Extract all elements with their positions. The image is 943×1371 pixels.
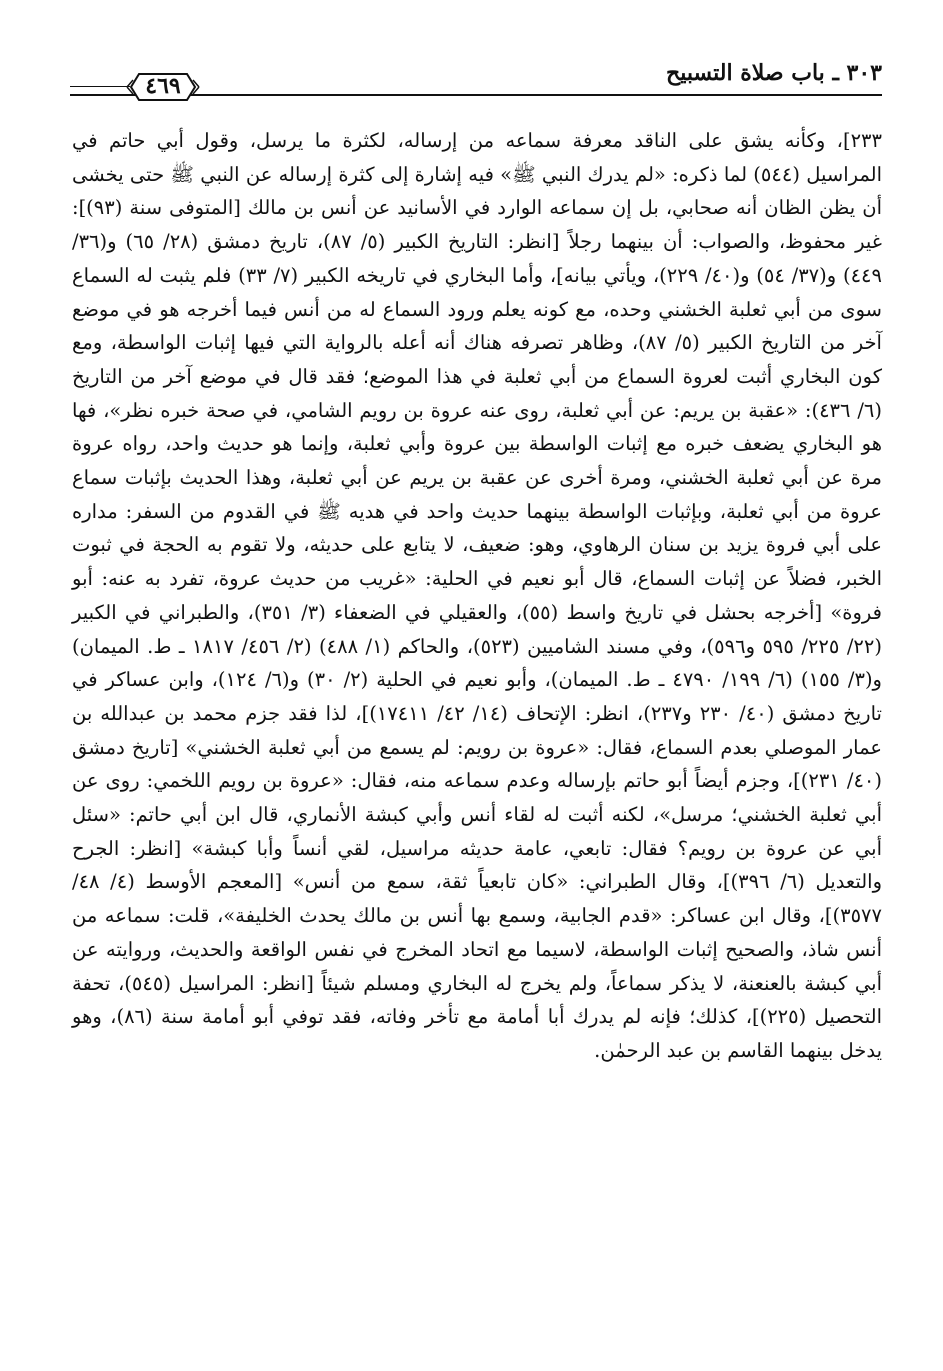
body-paragraph: ٢٣٣]، وكأنه يشق على الناقد معرفة سماعه من إرساله، لكثرة ما يرسل، وقول أبي حاتم في المراسيل (٥٤٤) لما ذكره: «لم يدرك النبي ﷺ» فيه إشارة إلى كثرة إرساله عن النبي ﷺ حتى يخشى أن يظن الظان أنه صحابي، بل إن سماعه الوارد في الأسانيد عن أنس بن مالك [المتوفى سنة (٩٣)]: غير محفوظ، والصواب: أن بينهما رجلاً [انظر: التاريخ الكبير (٥/ ٨٧)، تاريخ دمشق (٢٨/ ٦٥) و(٣٦/ ٤٤٩) و(٣٧/ ٥٤) و(٤٠/ ٢٢٩)، ويأتي بيانه]، وأما البخاري في تاريخه الكبير (٧/ ٣٣) فلم يثبت له السماع سوى من أبي ثعلبة الخشني وحده، مع كونه يعلم ورود السماع له من أنس فيما أخرجه هو في موضع آخر من التاريخ الكبير (٥/ ٨٧)، وظاهر تصرفه هناك أنه أعله بالرواية التي فيها إثبات الواسطة، ومع كون البخاري أثبت لعروة السماع من أبي ثعلبة في هذا الموضع؛ فقد قال في موضع آخر من التاريخ (٦/ ٤٣٦): «عقبة بن يريم: عن أبي ثعلبة، روى عنه عروة بن رويم الشامي، في صحة خبره نظر»، فها هو البخاري يضعف خبره مع إثبات الواسطة بين عروة وأبي ثعلبة، وإنما هو حديث واحد، رواه عروة مرة عن أبي ثعلبة الخشني، ومرة أخرى عن عقبة بن يريم عن أبي ثعلبة، وهذا الحديث بإثبات سماع عروة من أبي ثعلبة، وبإثبات الواسطة بينهما حديث واحد في هديه ﷺ في القدوم من السفر: مداره على أبي فروة يزيد بن سنان الرهاوي، وهو: ضعيف، لا يتابع على حديثه، ولا تقوم به الحجة في ثبوت الخبر، فضلاً عن إثبات السماع، قال أبو نعيم في الحلية: «غريب من حديث عروة، تفرد به عنه: أبو فروة» [أخرجه بحشل في تاريخ واسط (٥٥)، والعقيلي في الضعفاء (٣/ ٣٥١)، والطبراني في الكبير (٢٢/ ٢٢٥/ ٥٩٥ و٥٩٦)، وفي مسند الشاميين (٥٢٣)، والحاكم (١/ ٤٨٨) (٢/ ٤٥٦/ ١٨١٧ ـ ط. الميمان) و(٣/ ١٥٥) (٦/ ١٩٩/ ٤٧٩٠ ـ ط. الميمان)، وأبو نعيم في الحلية (٢/ ٣٠) و(٦/ ١٢٤)، وابن عساكر في تاريخ دمشق (٤٠/ ٢٣٠ و٢٣٧)، انظر: الإتحاف (١٤/ ٤٢/ ١٧٤١١)]، لذا فقد جزم محمد بن عبدالله بن عمار الموصلي بعدم السماع، فقال: «عروة بن رويم: لم يسمع من أبي ثعلبة الخشني» [تاريخ دمشق (٤٠/ ٢٣١)]، وجزم أيضاً أبو حاتم بإرساله وعدم سماعه منه، فقال: «عروة بن رويم اللخمي: روى عن أبي ثعلبة الخشني؛ مرسل»، لكنه أثبت له لقاء أنس وأبي كبشة الأنماري، قال ابن أبي حاتم: «سئل أبي عن عروة بن رويم؟ فقال: تابعي، عامة حديثه مراسيل، لقي أنساً وأبا كبشة» [انظر: الجرح والتعديل (٦/ ٣٩٦)]، وقال الطبراني: «كان تابعياً ثقة، سمع من أنس» [المعجم الأوسط (٤/ ٤٨/ ٣٥٧٧)]، وقال ابن عساكر: «قدم الجابية، وسمع بها أنس بن مالك يحدث الخليفة»، قلت: سماعه من أنس شاذ، والصحيح إثبات الواسطة، لاسيما مع اتحاد المخرج في نفس الواقعة والحديث، وروايته عن أبي كبشة بالعنعنة، لا يذكر سماعاً، ولم يخرج له البخاري ومسلم شيئاً [انظر: المراسيل (٥٤٥)، تحفة التحصيل (٢٢٥)]، كذلك؛ فإنه لم يدرك أبا أمامة مع تأخر وفاته، فقد توفي أبو أمامة سنة (٨٦)، وهو يدخل بينهما القاسم بن عبد الرحمٰن. (72, 129, 883, 1062)
chapter-title: ٣٠٣ ـ باب صلاة التسبيح (666, 60, 882, 86)
page-number: ٤٦٩ (145, 73, 181, 99)
header-rule-left (70, 86, 130, 87)
footnote-body (72, 124, 882, 1068)
page-number-ornament (125, 70, 201, 104)
page-header (70, 56, 882, 106)
